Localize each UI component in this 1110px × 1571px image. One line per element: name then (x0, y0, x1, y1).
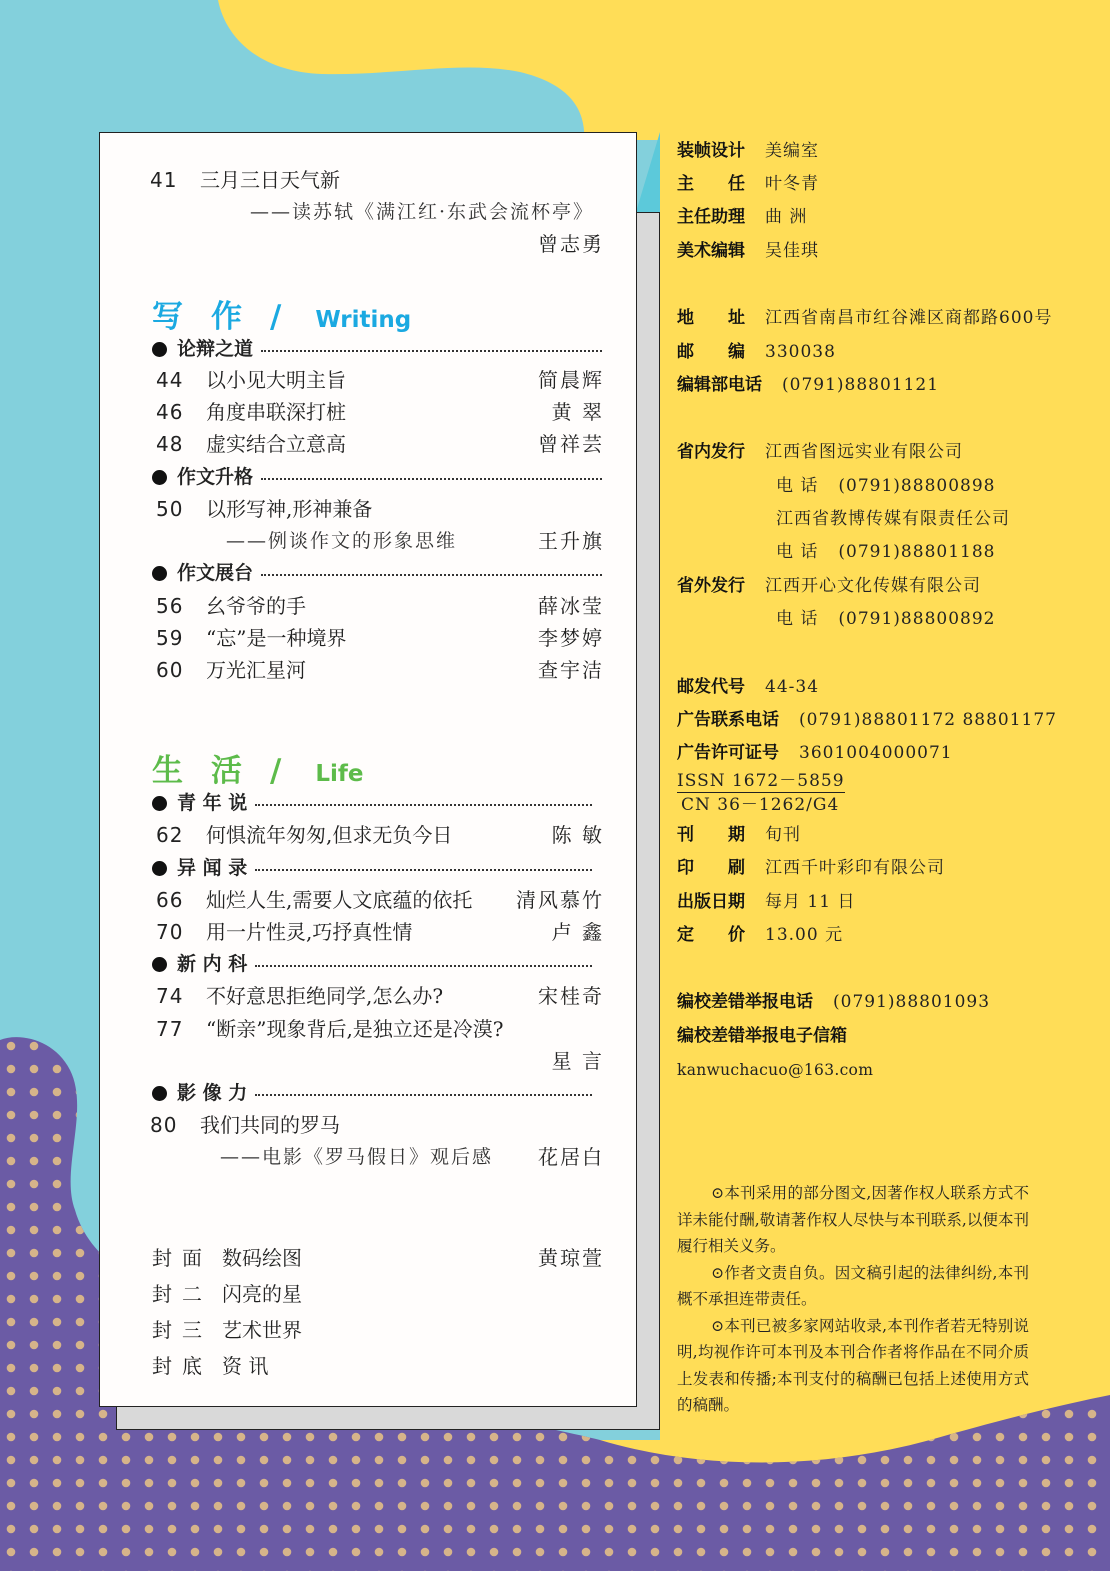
copyright-notes (677, 1180, 1029, 1419)
value: (0791)88801188 (838, 542, 996, 562)
label: 邮发代号 (677, 677, 745, 697)
label: 主 任 (677, 174, 745, 194)
article-title: 我们共同的罗马 (200, 1113, 340, 1137)
page-number: 41 (150, 168, 178, 192)
cover-entry[interactable] (152, 1279, 302, 1309)
cover-title: 数码绘图 (222, 1246, 302, 1270)
note-paragraph: ⊙本刊已被多家网站收录,本刊作者若无特别说明,均视作许可本刊及本刊合作者将作品在不同介质上发表和传播;本刊支付的稿酬已包括上述使用方式的稿酬。 (677, 1316, 1029, 1414)
article-title: “忘”是一种境界 (206, 626, 347, 650)
article-subtitle: ——读苏轼《满江红·东武会流杯亭》 (250, 201, 595, 223)
dotted-leader (255, 965, 592, 967)
masthead-row (677, 1021, 847, 1051)
toc-entry[interactable] (100, 655, 638, 685)
page-number: 56 (156, 594, 184, 618)
category-name: 作文展台 (177, 562, 254, 584)
category-name: 新 内 科 (177, 953, 248, 975)
section-title-zh: 写作/ (152, 299, 310, 335)
article-title: 以形写神,形神兼备 (206, 497, 373, 521)
article-title: “断亲”现象背后,是独立还是冷漠? (206, 1017, 504, 1041)
value: 江西开心文化传媒有限公司 (765, 576, 981, 596)
value: 美编室 (765, 141, 819, 161)
value: 江西省图远实业有限公司 (765, 442, 963, 462)
category-name: 异 闻 录 (177, 857, 248, 879)
toc-entry[interactable] (100, 1110, 638, 1140)
category-heading (152, 854, 592, 882)
category-heading (152, 335, 602, 363)
page-number: 44 (156, 368, 184, 392)
label: 省内发行 (677, 442, 745, 462)
masthead-row (776, 471, 995, 501)
category-name: 影 像 力 (177, 1082, 248, 1104)
article-author: 黄 翠 (551, 400, 604, 424)
masthead-row (677, 202, 807, 232)
label: 出版日期 (677, 892, 745, 912)
value: 每月 11 日 (765, 892, 856, 912)
article-author: 王升旗 (538, 529, 604, 553)
masthead-row (677, 920, 843, 950)
value: 吴佳琪 (765, 241, 819, 261)
page-number: 50 (156, 497, 184, 521)
article-title: 万光汇星河 (206, 658, 306, 682)
category-name: 青 年 说 (177, 792, 248, 814)
masthead-row (677, 303, 1052, 333)
bullet-icon (152, 796, 167, 811)
bullet-icon (152, 566, 167, 581)
masthead-row (677, 987, 990, 1017)
article-author: 宋桂奇 (538, 984, 604, 1008)
toc-entry[interactable] (100, 429, 638, 459)
toc-entry[interactable] (100, 623, 638, 653)
value: (0791)88801121 (782, 375, 940, 395)
toc-entry[interactable] (100, 981, 638, 1011)
value: 曲 洲 (765, 207, 808, 227)
masthead-row (677, 769, 845, 793)
masthead-row (677, 820, 801, 850)
value: 330038 (765, 342, 836, 362)
toc-entry[interactable] (100, 917, 638, 947)
article-author: 曾祥芸 (538, 432, 604, 456)
page-number: 46 (156, 400, 184, 424)
article-title: 灿烂人生,需要人文底蕴的依托 (206, 888, 473, 912)
value: 3601004000071 (799, 743, 953, 763)
article-author: 李梦婷 (538, 626, 604, 650)
page-number: 59 (156, 626, 184, 650)
label: 邮 编 (677, 342, 745, 362)
value: 44-34 (765, 677, 820, 697)
masthead-row (776, 537, 995, 567)
sheet-corner-fold (636, 132, 660, 212)
email-link[interactable]: kanwuchacuo@163.com (677, 1061, 874, 1079)
page-number: 70 (156, 920, 184, 944)
toc-entry-author-line (100, 1046, 638, 1076)
article-author: 清风慕竹 (516, 888, 604, 912)
label: 美术编辑 (677, 241, 745, 261)
toc-entry[interactable] (100, 165, 638, 195)
toc-entry[interactable] (100, 820, 638, 850)
cover-label: 封三 (152, 1318, 212, 1342)
page-number: 66 (156, 888, 184, 912)
category-name: 作文升格 (177, 466, 254, 488)
masthead-row (677, 236, 819, 266)
article-author: 花居白 (538, 1145, 604, 1169)
masthead-row (776, 504, 1010, 534)
label: 电 话 (776, 609, 819, 629)
dotted-leader (255, 869, 592, 871)
article-author: 卢 鑫 (551, 920, 604, 944)
masthead-row (677, 738, 953, 768)
cover-entry[interactable] (152, 1351, 268, 1381)
bullet-icon (152, 957, 167, 972)
label: 电 话 (776, 476, 819, 496)
dotted-leader (255, 804, 592, 806)
dotted-leader (261, 574, 602, 576)
masthead-row (677, 337, 836, 367)
bullet-icon (152, 470, 167, 485)
label: 编辑部电话 (677, 375, 762, 395)
page-number: 80 (150, 1113, 178, 1137)
article-author: 简晨辉 (538, 368, 604, 392)
masthead-row (677, 136, 819, 166)
label: 地 址 (677, 308, 745, 328)
value: 江西省教博传媒有限责任公司 (776, 509, 1010, 529)
cover-title: 艺术世界 (222, 1318, 302, 1342)
masthead-row (681, 793, 839, 817)
article-title: 以小见大明主旨 (206, 368, 346, 392)
cover-item (152, 1243, 302, 1273)
cover-author: 黄琼萱 (538, 1246, 604, 1270)
toc-entry[interactable] (100, 365, 638, 395)
value: 叶冬青 (765, 174, 819, 194)
label: 主任助理 (677, 207, 745, 227)
page-number: 60 (156, 658, 184, 682)
article-title: 角度串联深打桩 (206, 400, 346, 424)
toc-entry[interactable] (100, 1014, 638, 1044)
article-title: 虚实结合立意高 (206, 432, 346, 456)
cover-label: 封底 (152, 1354, 212, 1378)
article-subtitle: ——例谈作文的形象思维 (226, 530, 458, 552)
bullet-icon (152, 1086, 167, 1101)
issn: ISSN 1672－5859 (677, 771, 845, 791)
label: 编校差错举报电子信箱 (677, 1026, 847, 1046)
label: 定 价 (677, 925, 745, 945)
category-heading (152, 1079, 592, 1107)
article-title: 何惧流年匆匆,但求无负今日 (206, 823, 453, 847)
article-author: 薛冰莹 (538, 594, 604, 618)
label: 印 刷 (677, 858, 745, 878)
section-title-zh: 生活/ (152, 753, 310, 789)
label: 电 话 (776, 542, 819, 562)
section-heading-life (152, 745, 364, 789)
section-heading-writing (152, 291, 412, 335)
value: 13.00 元 (765, 925, 844, 945)
masthead-row (677, 887, 855, 917)
article-author: 陈 敏 (551, 823, 604, 847)
cover-label: 封面 (152, 1246, 212, 1270)
cn-number: CN 36－1262/G4 (681, 795, 840, 815)
cover-entry[interactable] (152, 1315, 302, 1345)
article-title: 三月三日天气新 (200, 168, 340, 192)
page-number: 48 (156, 432, 184, 456)
toc-entry[interactable] (100, 494, 638, 524)
category-heading (152, 463, 602, 491)
article-author: 星 言 (551, 1049, 604, 1073)
page-number: 77 (156, 1017, 184, 1041)
toc-entry[interactable] (100, 397, 638, 427)
label: 广告联系电话 (677, 710, 779, 730)
dotted-leader (255, 1094, 592, 1096)
masthead-row (677, 571, 981, 601)
label: 广告许可证号 (677, 743, 779, 763)
masthead-row (677, 169, 819, 199)
section-title-en: Writing (315, 307, 412, 333)
toc-entry-author-line (100, 229, 638, 259)
category-heading (152, 559, 602, 587)
masthead-row (677, 370, 939, 400)
toc-entry[interactable] (100, 591, 638, 621)
masthead-row (677, 705, 1057, 735)
article-title: 用一片性灵,巧抒真性情 (206, 920, 413, 944)
dotted-leader (261, 350, 602, 352)
masthead-row (677, 437, 963, 467)
masthead-row (677, 672, 819, 702)
value: (0791)88800892 (838, 609, 996, 629)
note-paragraph: ⊙本刊采用的部分图文,因著作权人联系方式不详未能付酬,敬请著作权人尽快与本刊联系,以便本刊履行相关义务。 (677, 1184, 1029, 1255)
article-author: 查宇洁 (538, 658, 604, 682)
category-name: 论辩之道 (177, 338, 254, 360)
value: (0791)88801172 88801177 (799, 710, 1057, 730)
value: (0791)88801093 (833, 992, 991, 1012)
cover-entry[interactable] (100, 1243, 638, 1273)
cover-title: 闪亮的星 (222, 1282, 302, 1306)
value: (0791)88800898 (838, 476, 996, 496)
toc-entry-subline (100, 1142, 638, 1172)
masthead-row (677, 1055, 873, 1085)
label: 省外发行 (677, 576, 745, 596)
dotted-leader (261, 478, 602, 480)
label: 编校差错举报电话 (677, 992, 813, 1012)
masthead-row (776, 604, 995, 634)
category-heading (152, 789, 592, 817)
toc-panel (99, 132, 637, 1407)
value: 旬刊 (765, 825, 801, 845)
cover-label: 封二 (152, 1282, 212, 1306)
article-author: 曾志勇 (538, 232, 604, 256)
value: 江西省南昌市红谷滩区商都路600号 (765, 308, 1053, 328)
page-number: 74 (156, 984, 184, 1008)
bullet-icon (152, 342, 167, 357)
article-subtitle: ——电影《罗马假日》观后感 (220, 1146, 494, 1168)
note-paragraph: ⊙作者文责自负。因文稿引起的法律纠纷,本刊概不承担连带责任。 (677, 1263, 1029, 1308)
label: 刊 期 (677, 825, 745, 845)
category-heading (152, 950, 592, 978)
cover-title: 资 讯 (222, 1354, 269, 1378)
toc-entry[interactable] (100, 885, 638, 915)
bullet-icon (152, 861, 167, 876)
toc-entry-subline (100, 526, 638, 556)
article-title: 不好意思拒绝同学,怎么办? (206, 984, 444, 1008)
page-number: 62 (156, 823, 184, 847)
section-title-en: Life (315, 761, 364, 787)
label: 装帧设计 (677, 141, 745, 161)
value: 江西千叶彩印有限公司 (765, 858, 945, 878)
masthead-row (677, 853, 945, 883)
article-title: 幺爷爷的手 (206, 594, 306, 618)
